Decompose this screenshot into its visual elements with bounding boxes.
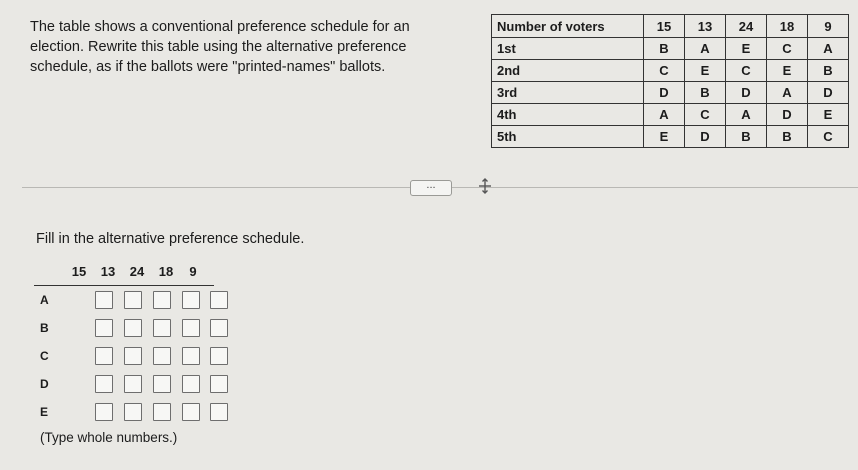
table-header-row: [492, 15, 849, 38]
table-cell: A: [644, 104, 685, 126]
candidate-label: D: [40, 377, 49, 391]
voter-count-header: 9: [189, 264, 197, 279]
table-cell: C: [685, 104, 726, 126]
table-cell: A: [685, 38, 726, 60]
table-cell: C: [644, 60, 685, 82]
voter-count: 9: [808, 15, 849, 38]
table-cell: B: [726, 126, 767, 148]
move-icon[interactable]: [478, 178, 492, 199]
prompt-text: The table shows a conventional preference schedule for an election. Rewrite this table using the alternative preference schedule, as if the ballots were "printed-names" ballots.: [30, 19, 410, 75]
rank-label: 2nd: [492, 60, 644, 82]
conventional-preference-table: [491, 14, 849, 148]
rank-input-box[interactable]: [182, 347, 200, 365]
rank-input-box[interactable]: [95, 375, 113, 393]
instruction-text: Fill in the alternative preference schedule.: [36, 231, 305, 247]
candidate-label: B: [40, 321, 49, 335]
rank-input-box[interactable]: [210, 319, 228, 337]
voter-count: 18: [767, 15, 808, 38]
table-cell: E: [726, 38, 767, 60]
table-row: [492, 104, 849, 126]
rank-input-box[interactable]: [124, 403, 142, 421]
rank-input-box[interactable]: [95, 319, 113, 337]
table-cell: D: [644, 82, 685, 104]
table-cell: E: [767, 60, 808, 82]
table-cell: E: [644, 126, 685, 148]
candidate-label: A: [40, 293, 49, 307]
table-cell: A: [767, 82, 808, 104]
header-rule: [34, 285, 214, 286]
rank-input-box[interactable]: [182, 403, 200, 421]
voter-count-header: 24: [129, 264, 145, 279]
rank-input-box[interactable]: [210, 403, 228, 421]
footnote-text: (Type whole numbers.): [40, 430, 178, 445]
rank-input-box[interactable]: [95, 347, 113, 365]
rank-input-box[interactable]: [182, 291, 200, 309]
rank-input-box[interactable]: [210, 347, 228, 365]
rank-input-box[interactable]: [153, 347, 171, 365]
rank-input-box[interactable]: [124, 319, 142, 337]
rank-label: 3rd: [492, 82, 644, 104]
table-cell: D: [808, 82, 849, 104]
rank-label: 1st: [492, 38, 644, 60]
table-cell: D: [726, 82, 767, 104]
voter-count-header: 13: [100, 264, 116, 279]
rank-input-box[interactable]: [182, 375, 200, 393]
table-cell: E: [685, 60, 726, 82]
voter-count-header: 18: [158, 264, 174, 279]
table-cell: B: [808, 60, 849, 82]
table-row: [492, 82, 849, 104]
table-cell: E: [808, 104, 849, 126]
table-cell: B: [644, 38, 685, 60]
table-row: [492, 60, 849, 82]
voter-count: 24: [726, 15, 767, 38]
table-cell: D: [767, 104, 808, 126]
rank-label: 4th: [492, 104, 644, 126]
more-options-button[interactable]: ...: [410, 180, 452, 196]
table-cell: C: [726, 60, 767, 82]
table-cell: C: [767, 38, 808, 60]
table-row: [492, 38, 849, 60]
table-cell: B: [685, 82, 726, 104]
candidate-label: E: [40, 405, 49, 419]
rank-input-box[interactable]: [153, 403, 171, 421]
candidate-label: C: [40, 349, 49, 363]
table-cell: C: [808, 126, 849, 148]
rank-input-box[interactable]: [210, 291, 228, 309]
table-cell: A: [726, 104, 767, 126]
voter-count-header: 15: [71, 264, 87, 279]
rank-input-box[interactable]: [182, 319, 200, 337]
rank-input-box[interactable]: [95, 403, 113, 421]
rank-input-box[interactable]: [153, 319, 171, 337]
table-cell: D: [685, 126, 726, 148]
rank-input-box[interactable]: [124, 347, 142, 365]
rank-input-box[interactable]: [153, 375, 171, 393]
rank-input-box[interactable]: [210, 375, 228, 393]
table-cell: B: [767, 126, 808, 148]
rank-input-box[interactable]: [124, 375, 142, 393]
voter-count: 13: [685, 15, 726, 38]
header-label: Number of voters: [492, 15, 644, 38]
rank-input-box[interactable]: [153, 291, 171, 309]
rank-input-box[interactable]: [124, 291, 142, 309]
table-cell: A: [808, 38, 849, 60]
rank-input-box[interactable]: [95, 291, 113, 309]
rank-label: 5th: [492, 126, 644, 148]
table-row: [492, 126, 849, 148]
voter-count: 15: [644, 15, 685, 38]
